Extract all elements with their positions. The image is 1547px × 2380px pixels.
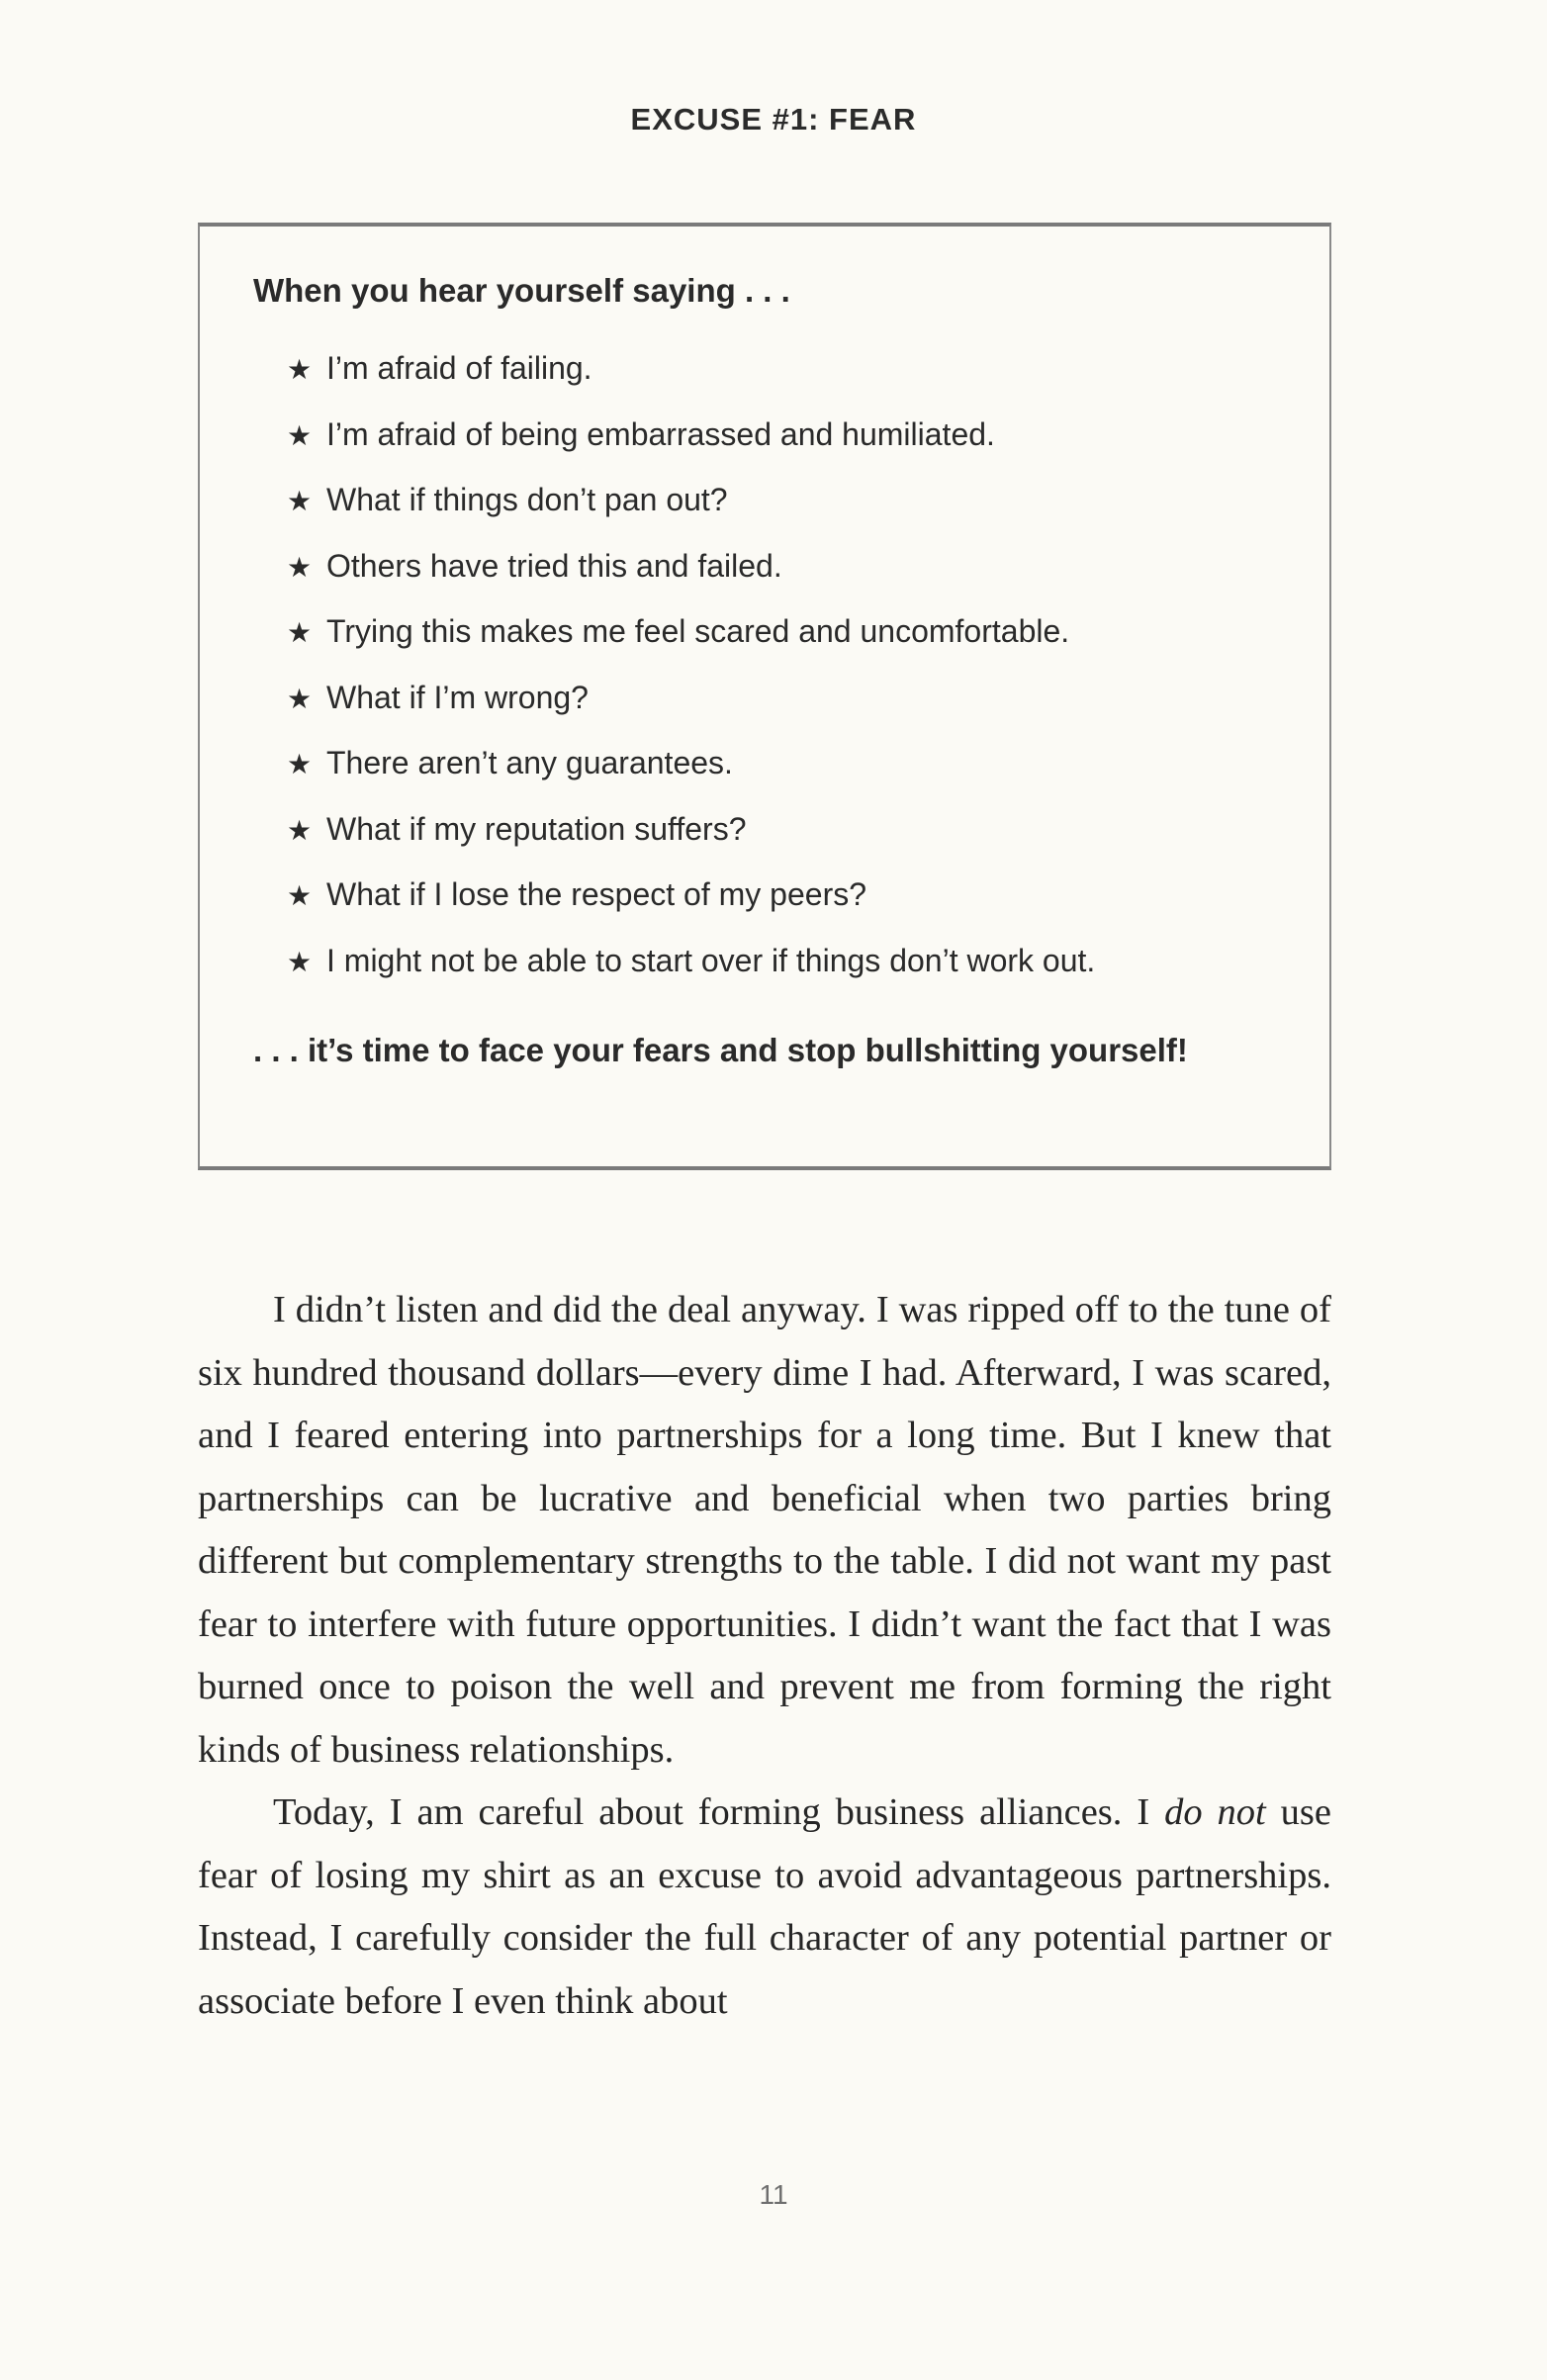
excuse-list bbox=[287, 335, 1095, 993]
paragraph-1: I didn’t listen and did the deal anyway. I was ripped off to the tune of six hundred thousand dollars—every dime I had. Afterward, I was scared, and I feared entering into partnerships for a long time. But I knew that partnerships can be lucrative and beneficial when two parties bring different but complementary strengths to the table. I did not want my past fear to interfere with future opportunities. I didn’t want the fact that I was burned once to poison the well and prevent me from forming the right kinds of business relationships. bbox=[198, 1289, 1331, 1771]
body-text bbox=[198, 1279, 1331, 2033]
list-item: ★ What if I’m wrong? bbox=[287, 665, 1095, 731]
list-item: ★ I might not be able to start over if things don’t work out. bbox=[287, 928, 1095, 994]
page-number: 11 bbox=[759, 2179, 788, 2210]
list-item: ★ I’m afraid of being embarrassed and humiliated. bbox=[287, 402, 1095, 468]
list-item: ★ There aren’t any guarantees. bbox=[287, 730, 1095, 796]
running-head: EXCUSE #1: FEAR bbox=[630, 102, 917, 137]
list-item: ★ What if I lose the respect of my peers? bbox=[287, 862, 1095, 928]
excuse-sidebar-box bbox=[198, 223, 1331, 1170]
star-bullet-icon: ★ bbox=[287, 683, 313, 714]
star-bullet-icon: ★ bbox=[287, 354, 313, 385]
list-item: ★ I’m afraid of failing. bbox=[287, 335, 1095, 402]
list-item: ★ What if things don’t pan out? bbox=[287, 467, 1095, 533]
paragraph-2: Today, I am careful about forming business alliances. I do not use fear of losing my shirt as an excuse to avoid advantageous partnerships. Instead, I carefully consider the full character of any potential partner or associate before I even think about bbox=[198, 1791, 1331, 2022]
star-bullet-icon: ★ bbox=[287, 617, 313, 648]
star-bullet-icon: ★ bbox=[287, 419, 313, 451]
star-bullet-icon: ★ bbox=[287, 551, 313, 583]
star-bullet-icon: ★ bbox=[287, 814, 313, 846]
star-bullet-icon: ★ bbox=[287, 946, 313, 977]
list-item: ★ What if my reputation suffers? bbox=[287, 796, 1095, 863]
star-bullet-icon: ★ bbox=[287, 749, 313, 779]
list-item: ★ Trying this makes me feel scared and uncomfortable. bbox=[287, 598, 1095, 665]
emphasis: do not bbox=[1164, 1791, 1266, 1833]
box-outro: . . . it’s time to face your fears and stop bullshitting yourself! bbox=[253, 1032, 1188, 1068]
box-intro: When you hear yourself saying . . . bbox=[253, 272, 790, 309]
star-bullet-icon: ★ bbox=[287, 880, 313, 911]
star-bullet-icon: ★ bbox=[287, 486, 313, 516]
list-item: ★ Others have tried this and failed. bbox=[287, 533, 1095, 599]
